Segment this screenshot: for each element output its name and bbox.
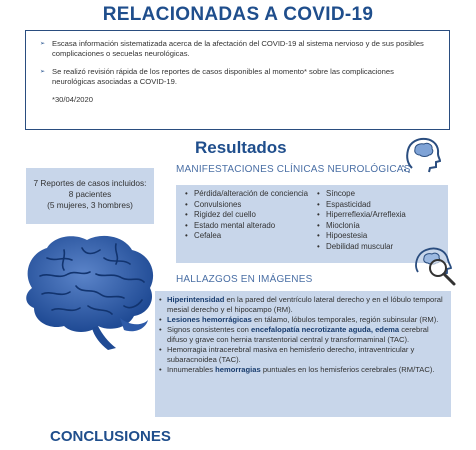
intro-paragraph-1: ➢ Escasa información sistematizada acerca de la afectación del COVID-19 al sistema nervioso y de sus posibles complicaciones o secuelas neurológicas. [40, 39, 439, 59]
list-item: • Estado mental alterado [184, 221, 309, 232]
list-item: • Hemorragia intracerebral masiva en hemisferio derecho, intraventricular y subaracnoidea (TAC). [159, 345, 445, 365]
page-title: RELACIONADAS A COVID-19 [102, 4, 374, 25]
intro-box [25, 30, 450, 130]
list-item: • Innumerables hemorragias puntuales en los hemisferios cerebrales (RM/TAC). [159, 365, 445, 375]
cases-line-1: 7 Reportes de casos incluidos: [33, 178, 147, 188]
list-item: • Cefalea [184, 231, 309, 242]
list-item: • Rigidez del cuello [184, 210, 309, 221]
conclusions-heading: CONCLUSIONES [50, 428, 171, 445]
findings-box [155, 291, 451, 417]
cases-summary-box [26, 168, 154, 224]
manifestations-box [176, 185, 448, 263]
cases-line-3: (5 mujeres, 3 hombres) [47, 200, 133, 210]
intro-date-note: *30/04/2020 [52, 95, 93, 104]
list-item: • Signos consistentes con encefalopatía necrotizante aguda, edema cerebral difuso y grave con hernia transtentorial central y transformaminal (TAC). [159, 325, 445, 345]
list-item: • Debilidad muscular [316, 242, 446, 253]
findings-heading: HALLAZGOS EN IMÁGENES [176, 274, 313, 285]
list-item: • Hiperintensidad en la pared del ventrículo lateral derecho y en el lóbulo temporal mesial derecho y el hipocampo (RM). [159, 295, 445, 315]
list-item: • Síncope [316, 189, 446, 200]
list-item: • Espasticidad [316, 200, 446, 211]
list-item: • Lesiones hemorrágicas en tálamo, lóbulos temporales, región subinsular (RM). [159, 315, 445, 325]
cases-line-2: 8 pacientes [68, 189, 112, 199]
list-item: • Hipoestesia [316, 231, 446, 242]
manifestations-column-1 [184, 189, 309, 242]
manifestations-heading: MANIFESTACIONES CLÍNICAS NEUROLÓGICAS [176, 164, 411, 175]
list-item: • Mioclonía [316, 221, 446, 232]
results-heading: Resultados [195, 138, 287, 157]
brain-illustration [12, 228, 162, 353]
list-item: • Pérdida/alteración de conciencia [184, 189, 309, 200]
magnifier-brain-icon [412, 242, 460, 290]
intro-paragraph-2: ➢ Se realizó revisión rápida de los reportes de casos disponibles al momento* sobre las complicaciones neurológicas asociadas a COVID-19. [40, 67, 439, 87]
list-item: • Convulsiones [184, 200, 309, 211]
list-item: • Hiperreflexia/Arreflexia [316, 210, 446, 221]
